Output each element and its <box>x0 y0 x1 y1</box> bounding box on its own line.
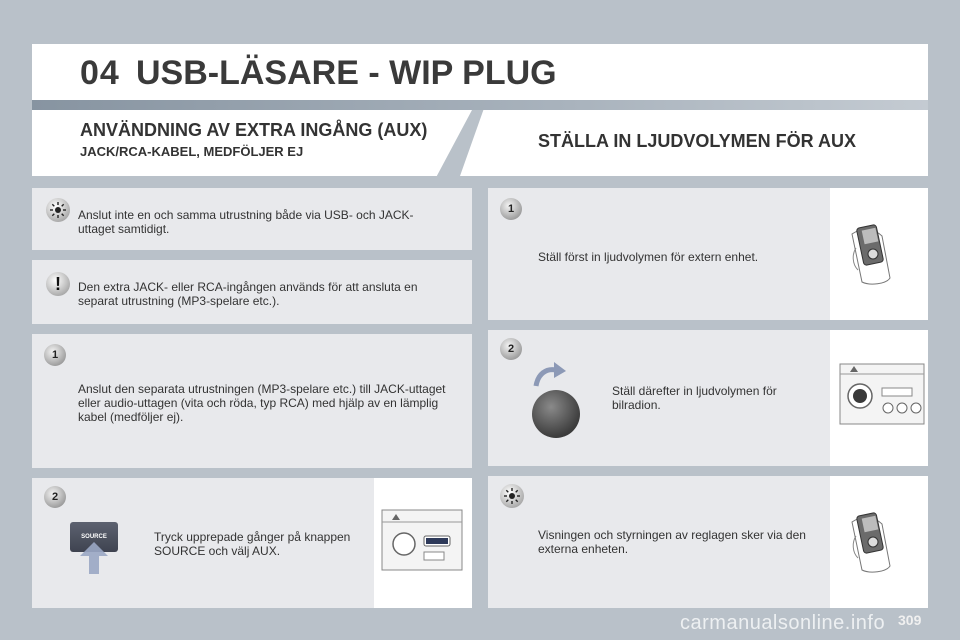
volume-knob-image <box>532 390 580 438</box>
step-text: Tryck upprepade gånger på knappen SOURCE och välj AUX. <box>154 530 351 558</box>
step-text: Anslut den separata utrustningen (MP3-spelare etc.) till JACK-uttaget eller audio-uttagen (vita och röda, typ RCA) med hjälp av en lämplig kabel (medföljer ej). <box>78 382 446 424</box>
radio-panel-image <box>374 478 472 608</box>
step-panel-connect <box>32 334 472 468</box>
note-panel-external-control <box>488 476 928 608</box>
step-text: Ställ först in ljudvolymen för extern enhet. <box>538 250 759 264</box>
mp3-player-icon <box>830 188 928 320</box>
step-number-badge: 2 <box>44 486 66 508</box>
warning-text: Den extra JACK- eller RCA-ingången används för att ansluta en separat utrustning (MP3-spelare etc.). <box>78 280 418 308</box>
step-panel-source <box>32 478 472 608</box>
mp3-player-image <box>830 188 928 320</box>
car-radio-icon <box>374 478 472 608</box>
rotate-arrow-icon <box>532 362 566 388</box>
page-title: USB-LÄSARE - WIP PLUG <box>136 54 557 92</box>
step-number-badge: 1 <box>44 344 66 366</box>
press-arrow-icon <box>80 542 108 574</box>
step-number-badge: 1 <box>500 198 522 220</box>
step-number-badge: 2 <box>500 338 522 360</box>
step-panel-external-volume <box>488 188 928 320</box>
header-stripe <box>32 100 928 110</box>
mp3-player-icon <box>830 476 928 608</box>
sun-icon <box>500 484 524 508</box>
note-panel-usb-jack <box>32 188 472 250</box>
radio-panel-image <box>830 330 928 466</box>
sun-icon <box>46 198 70 222</box>
left-section-subheading: JACK/RCA-KABEL, MEDFÖLJER EJ <box>80 144 304 159</box>
left-section-heading: ANVÄNDNING AV EXTRA INGÅNG (AUX) <box>80 120 428 140</box>
chapter-number: 04 <box>80 54 120 92</box>
mp3-player-image <box>830 476 928 608</box>
note-text: Visningen och styrningen av reglagen sker via den externa enheten. <box>538 528 806 556</box>
warning-panel-aux-usage <box>32 260 472 324</box>
car-radio-icon <box>830 330 928 466</box>
page-number: 309 <box>898 612 922 628</box>
warning-icon: ! <box>46 272 70 296</box>
note-text: Anslut inte en och samma utrustning både via USB- och JACK-uttaget samtidigt. <box>78 208 414 236</box>
step-text: Ställ därefter in ljudvolymen för bilradion. <box>612 384 777 412</box>
watermark: carmanualsonline.info <box>680 612 886 634</box>
right-section-heading: STÄLLA IN LJUDVOLYMEN FÖR AUX <box>538 131 857 151</box>
step-panel-radio-volume <box>488 330 928 466</box>
source-button-image: SOURCE <box>70 522 118 552</box>
